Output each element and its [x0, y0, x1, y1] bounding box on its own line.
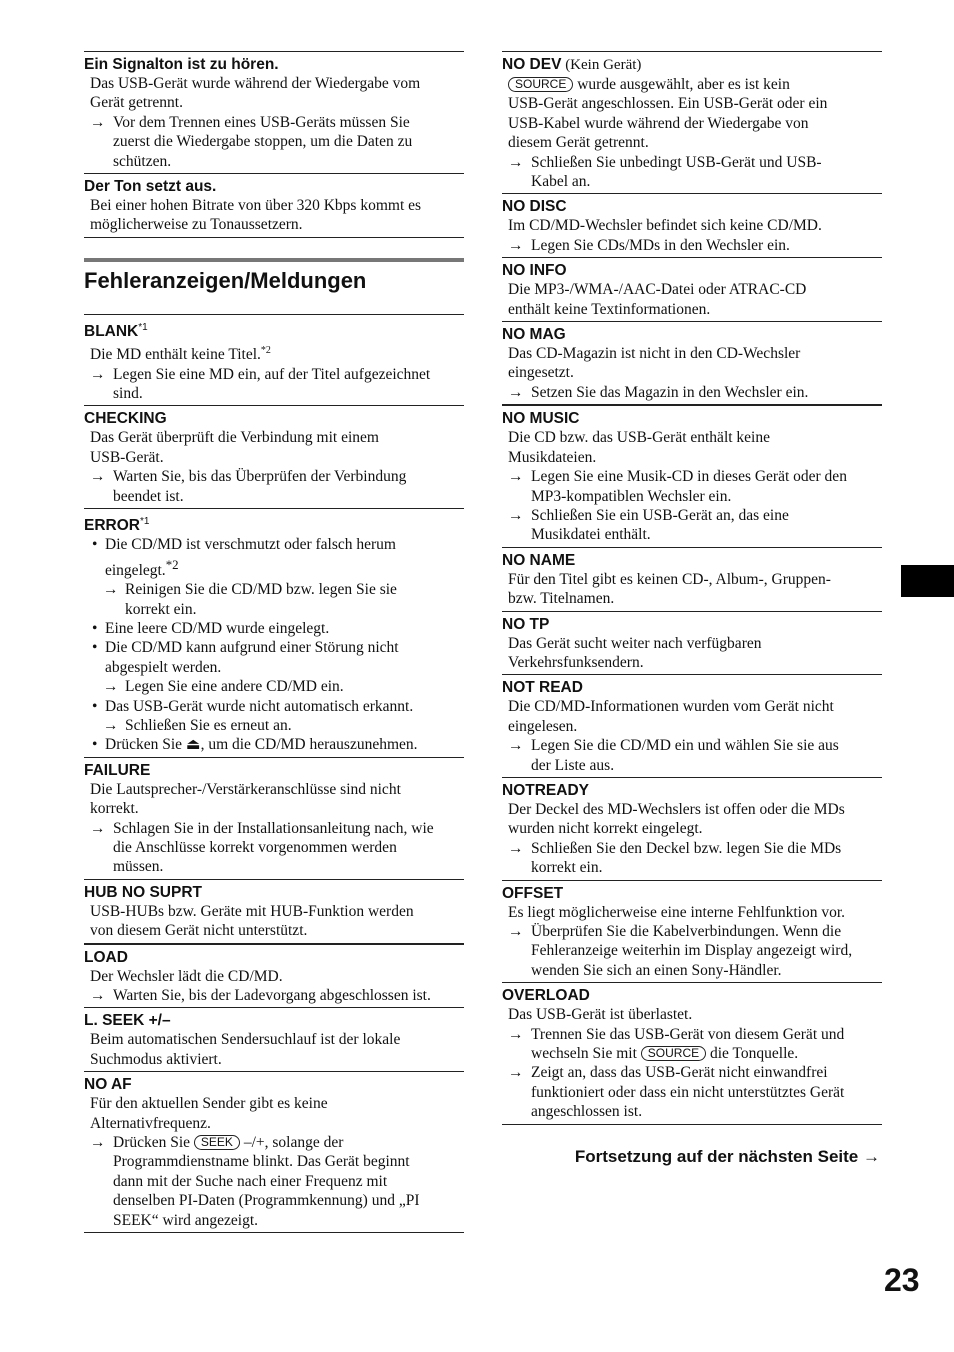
- description-line: [508, 589, 882, 608]
- page-number: 23: [884, 1262, 920, 1298]
- message-entry: [84, 879, 464, 943]
- description-line: [90, 967, 464, 986]
- description-text: Im CD/MD-Wechsler befindet sich keine CD/MD.: [508, 217, 822, 235]
- description-line: [508, 300, 882, 319]
- section-title: Fehleranzeigen/Meldungen: [84, 258, 464, 314]
- description-line: [90, 799, 464, 818]
- continued-note: [502, 1147, 882, 1167]
- description-text: korrekt.: [90, 800, 139, 818]
- remedy-text-line: [113, 1133, 464, 1152]
- description-text: USB-Gerät.: [90, 448, 164, 466]
- message-code: [84, 948, 464, 967]
- remedy-text-line: Fehleranzeige weiterhin im Display angezeigt wird,: [531, 942, 853, 960]
- remedy-step: [90, 365, 464, 404]
- remedy-text-line: funktioniert oder dass ein nicht unterstütztes Gerät: [531, 1083, 845, 1101]
- message-code: [502, 197, 882, 216]
- remedy-step: [508, 153, 882, 192]
- message-code: [502, 986, 882, 1005]
- bullet-icon: •: [92, 639, 98, 657]
- source-button-label: SOURCE: [641, 1046, 706, 1061]
- message-code-text: NO MAG: [502, 326, 566, 344]
- cause-bullet: [90, 638, 464, 677]
- arrow-icon: →: [103, 678, 119, 696]
- description-text: bzw. Titelnamen.: [508, 590, 615, 608]
- message-code: [84, 512, 464, 535]
- cause-text: Die CD/MD ist verschmutzt oder falsch herum: [105, 536, 396, 554]
- continued-text: Fortsetzung auf der nächsten Seite: [574, 1146, 859, 1166]
- cause-text-line: [105, 658, 464, 677]
- message-code-text: L. SEEK +/–: [84, 1012, 171, 1030]
- remedy-text-line: SEEK“ wird angezeigt.: [113, 1211, 259, 1229]
- message-code: [84, 318, 464, 341]
- message-note: *1: [138, 321, 148, 333]
- remedy-text-line: beendet ist.: [113, 487, 184, 505]
- remedy-step: [508, 467, 882, 506]
- description-text: Die MD enthält keine Titel.: [90, 346, 261, 364]
- message-code-text: NOT READ: [502, 679, 583, 697]
- bullet-icon: •: [92, 619, 98, 637]
- message-code-text: NOTREADY: [502, 781, 589, 799]
- remedy-step: [90, 113, 464, 171]
- message-code: [502, 884, 882, 903]
- remedy-text-line: Schlagen Sie in der Installationsanleitung nach, wie: [113, 819, 434, 837]
- remedy-step: [90, 677, 464, 696]
- message-entry: [84, 314, 464, 406]
- description-line: [508, 280, 882, 299]
- message-code: [502, 615, 882, 634]
- cause-text-line: [105, 535, 464, 554]
- description-text: Suchmodus aktiviert.: [90, 1050, 222, 1068]
- cause-text: abgespielt werden.: [105, 658, 222, 676]
- message-code-text: Ein Signalton ist zu hören.: [84, 56, 279, 73]
- message-code: [502, 781, 882, 800]
- remedy-text-line: korrekt ein.: [125, 600, 197, 618]
- remedy-text-line: Legen Sie eine Musik-CD in dieses Gerät oder den: [531, 468, 847, 486]
- message-entry: [502, 51, 882, 193]
- message-code-text: NO DEV: [502, 56, 562, 73]
- message-code-text: NO NAME: [502, 551, 576, 569]
- description-text: USB-Gerät angeschlossen. Ein USB-Gerät oder ein: [508, 95, 828, 113]
- arrow-icon: →: [90, 365, 106, 383]
- description-line: [90, 902, 464, 921]
- message-entry: [502, 674, 882, 777]
- description-text: eingesetzt.: [508, 364, 574, 382]
- description-text: Das Gerät sucht weiter nach verfügbaren: [508, 634, 762, 652]
- message-code: [84, 55, 464, 74]
- message-code: [84, 409, 464, 428]
- description-line: [508, 75, 882, 94]
- arrow-icon: →: [508, 839, 524, 857]
- remedy-text-line: schützen.: [113, 152, 172, 170]
- remedy-text-line: müssen.: [113, 858, 164, 876]
- description-text: diesem Gerät getrennt.: [508, 134, 649, 152]
- description-line: [508, 903, 882, 922]
- description-line: [90, 1114, 464, 1133]
- remedy-text-line: Legen Sie CDs/MDs in den Wechsler ein.: [531, 236, 790, 254]
- description-text: USB-Kabel wurde während der Wiedergabe von: [508, 114, 809, 132]
- remedy-step: [508, 236, 882, 255]
- remedy-text-line: Legen Sie eine MD ein, auf der Titel aufgezeichnet: [113, 365, 431, 383]
- message-entry: [502, 547, 882, 611]
- remedy-text-line: Musikdatei enthält.: [531, 526, 651, 544]
- error-message-list-right: [502, 51, 882, 1125]
- remedy-text-line: Legen Sie eine andere CD/MD ein.: [125, 678, 344, 696]
- remedy-step: [90, 716, 464, 735]
- message-code-text: ERROR: [84, 517, 140, 535]
- description-text: Verkehrsfunksendern.: [508, 653, 644, 671]
- description-text: Gerät getrennt.: [90, 94, 183, 112]
- remedy-text-line: die Anschlüsse korrekt vorgenommen werden: [113, 839, 397, 856]
- remedy-text-line: korrekt ein.: [531, 859, 603, 877]
- message-code-text: BLANK: [84, 323, 139, 340]
- cause-text: Eine leere CD/MD wurde eingelegt.: [105, 619, 330, 637]
- message-entry: [84, 1071, 464, 1233]
- remedy-text-line: [531, 1044, 882, 1063]
- source-button-label: SOURCE: [508, 77, 573, 92]
- remedy-text-line: wenden Sie sich an einen Sony-Händler.: [531, 961, 782, 979]
- remedy-text-line: sind.: [113, 384, 143, 402]
- message-code: [502, 261, 882, 280]
- seek-button-label: SEEK: [194, 1135, 240, 1150]
- description-text: Musikdateien.: [508, 448, 597, 466]
- arrow-icon: →: [508, 737, 524, 755]
- message-entry: [502, 880, 882, 983]
- remedy-text-line: Schließen Sie den Deckel bzw. legen Sie die MDs: [531, 839, 842, 857]
- arrow-icon: →: [508, 506, 524, 524]
- bullet-icon: •: [92, 697, 98, 715]
- cause-bullet: [90, 619, 464, 638]
- description-text: wurde ausgewählt, aber es ist kein: [573, 76, 790, 93]
- description-text: Es liegt möglicherweise eine interne Fehlfunktion vor.: [508, 903, 846, 921]
- cause-text-line: [105, 555, 464, 581]
- message-entry: [502, 257, 882, 321]
- remedy-text-line: angeschlossen ist.: [531, 1103, 643, 1121]
- description-text: Das USB-Gerät ist überlastet.: [508, 1006, 693, 1024]
- description-line: [508, 114, 882, 133]
- message-code: [84, 1011, 464, 1030]
- remedy-text-line: Zeigt an, dass das USB-Gerät nicht einwandfrei: [531, 1064, 828, 1082]
- message-note: *1: [139, 516, 150, 527]
- remedy-text-line: Kabel an.: [531, 173, 591, 191]
- description-text: Die Lautsprecher-/Verstärkeranschlüsse sind nicht: [90, 780, 401, 798]
- bullet-icon: •: [92, 536, 98, 554]
- arrow-icon: →: [508, 153, 524, 171]
- remedy-text: die Tonquelle.: [706, 1045, 799, 1063]
- description-line: [508, 1005, 882, 1024]
- message-code-text: CHECKING: [84, 410, 167, 428]
- description-line: [508, 216, 882, 235]
- description-line: [508, 697, 882, 716]
- arrow-icon: →: [103, 716, 119, 734]
- message-entry: [84, 943, 464, 1008]
- remedy-text-line: Vor dem Trennen eines USB-Geräts müssen Sie: [113, 113, 410, 131]
- remedy-step: [508, 1025, 882, 1064]
- message-code: [502, 551, 882, 570]
- description-text: Das CD-Magazin ist nicht in den CD-Wechsler: [508, 345, 801, 363]
- section-tab-marker: [901, 565, 954, 597]
- description-text: enthält keine Textinformationen.: [508, 300, 711, 318]
- arrow-icon: →: [90, 1134, 106, 1152]
- description-line: [90, 215, 464, 234]
- continued-arrow-icon: →: [863, 1146, 880, 1166]
- description-line: [508, 448, 882, 467]
- message-code-text: NO INFO: [502, 262, 567, 280]
- description-text: von diesem Gerät nicht unterstützt.: [90, 922, 308, 940]
- remedy-text: Drücken Sie: [113, 1134, 194, 1152]
- message-code: [84, 761, 464, 780]
- message-code: [84, 1075, 464, 1094]
- arrow-icon: →: [508, 1025, 524, 1043]
- cause-bullet: [90, 735, 464, 754]
- remedy-step: [508, 736, 882, 775]
- description-text: USB-HUBs bzw. Geräte mit HUB-Funktion werden: [90, 902, 414, 920]
- remedy-text-line: MP3-kompatiblen Wechsler ein.: [531, 487, 732, 505]
- remedy-text-line: der Liste aus.: [531, 756, 615, 774]
- message-code-text: FAILURE: [84, 761, 151, 779]
- error-message-list-left: [84, 314, 464, 1233]
- remedy-text-line: Setzen Sie das Magazin in den Wechsler ein.: [531, 383, 809, 401]
- remedy-step: [90, 819, 464, 877]
- message-entry: [502, 321, 882, 404]
- description-line: [90, 448, 464, 467]
- description-text: wurden nicht korrekt eingelegt.: [508, 820, 703, 838]
- remedy-text-line: zuerst die Wiedergabe stoppen, um die Daten zu: [113, 133, 413, 151]
- message-code: [502, 409, 882, 428]
- arrow-icon: →: [103, 581, 119, 599]
- description-line: [508, 634, 882, 653]
- description-line: [90, 1094, 464, 1113]
- description-text: Der Deckel des MD-Wechslers ist offen oder die MDs: [508, 800, 845, 818]
- description-text: Die CD/MD-Informationen wurden vom Gerät nicht: [508, 698, 834, 716]
- description-text: eingelesen.: [508, 717, 578, 735]
- remedy-text-line: dann mit der Suche nach einer Frequenz mit: [113, 1172, 388, 1190]
- remedy-step: [508, 506, 882, 545]
- cause-text-line: [105, 638, 464, 657]
- description-text: Die MP3-/WMA-/AAC-Datei oder ATRAC-CD: [508, 281, 807, 299]
- remedy-step: [90, 986, 464, 1005]
- remedy-step: [508, 839, 882, 878]
- arrow-icon: →: [90, 819, 106, 837]
- message-code: [502, 55, 882, 75]
- remedy-step: [508, 383, 882, 402]
- remedy-text-line: denselben PI-Daten (Programmkennung) und „PI: [113, 1192, 420, 1210]
- description-text: Beim automatischen Sendersuchlauf ist der lokale: [90, 1031, 401, 1049]
- description-line: [90, 74, 464, 93]
- description-text: Der Wechsler lädt die CD/MD.: [90, 967, 283, 985]
- description-line: [508, 800, 882, 819]
- cause-text: eingelegt.: [105, 561, 166, 579]
- description-line: [90, 341, 464, 365]
- message-entry: [502, 404, 882, 546]
- cause-text: Drücken Sie ⏏, um die CD/MD herauszunehmen.: [105, 736, 418, 754]
- remedy-step: [508, 922, 882, 980]
- message-note: (Kein Gerät): [561, 57, 642, 73]
- description-text: möglicherweise zu Tonaussetzern.: [90, 216, 303, 234]
- description-line: [90, 196, 464, 215]
- arrow-icon: →: [508, 236, 524, 254]
- message-code-text: LOAD: [84, 948, 128, 966]
- message-entry: [502, 777, 882, 880]
- description-line: [508, 428, 882, 447]
- remedy-text-line: Schließen Sie ein USB-Gerät an, das eine: [531, 506, 789, 524]
- description-line: [508, 344, 882, 363]
- description-line: [508, 133, 882, 152]
- bullet-icon: •: [92, 736, 98, 754]
- description-line: [90, 780, 464, 799]
- message-code-text: NO AF: [84, 1076, 132, 1094]
- cause-text: Die CD/MD kann aufgrund einer Störung nicht: [105, 639, 399, 657]
- description-text: Für den aktuellen Sender gibt es keine: [90, 1095, 328, 1113]
- remedy-text-line: Warten Sie, bis der Ladevorgang abgeschlossen ist.: [113, 987, 431, 1005]
- message-entry: [502, 982, 882, 1124]
- footnote-ref: *2: [165, 556, 179, 572]
- arrow-icon: →: [508, 468, 524, 486]
- description-text: Das USB-Gerät wurde während der Wiedergabe vom: [90, 75, 421, 92]
- message-code-text: Der Ton setzt aus.: [84, 178, 217, 196]
- description-text: Die CD bzw. das USB-Gerät enthält keine: [508, 429, 770, 447]
- message-entry: [84, 1007, 464, 1071]
- description-line: [508, 717, 882, 736]
- cause-text-line: [105, 735, 464, 754]
- cause-bullet: [90, 535, 464, 580]
- right-column: [502, 51, 882, 1167]
- message-entry: [84, 405, 464, 508]
- message-code-text: HUB NO SUPRT: [84, 883, 202, 901]
- arrow-icon: →: [90, 468, 106, 486]
- cause-text-line: [105, 697, 464, 716]
- message-entry: [84, 51, 464, 173]
- cause-bullet: [90, 697, 464, 716]
- remedy-step: [90, 1133, 464, 1230]
- message-entry: [84, 757, 464, 879]
- remedy-text-line: Trennen Sie das USB-Gerät von diesem Gerät und: [531, 1025, 845, 1043]
- cause-text-line: [105, 619, 464, 638]
- description-line: [508, 94, 882, 113]
- message-code-text: OFFSET: [502, 884, 564, 902]
- description-line: [90, 93, 464, 112]
- message-code-text: NO DISC: [502, 198, 567, 216]
- arrow-icon: →: [90, 113, 106, 131]
- description-line: [508, 653, 882, 672]
- message-code-text: NO TP: [502, 615, 550, 633]
- remedy-text-line: Schließen Sie es erneut an.: [125, 716, 292, 734]
- message-code: [502, 678, 882, 697]
- footnote-ref: *2: [260, 345, 271, 356]
- remedy-text-line: Überprüfen Sie die Kabelverbindungen. Wenn die: [531, 923, 842, 940]
- message-code-text: OVERLOAD: [502, 987, 590, 1005]
- description-text: Für den Titel gibt es keinen CD-, Album-, Gruppen-: [508, 570, 831, 588]
- description-line: [508, 819, 882, 838]
- message-code: [502, 325, 882, 344]
- remedy-step: [508, 1063, 882, 1121]
- remedy-text: wechseln Sie mit: [531, 1045, 641, 1063]
- remedy-text-line: Legen Sie die CD/MD ein und wählen Sie sie aus: [531, 737, 839, 755]
- description-text: Alternativfrequenz.: [90, 1114, 211, 1132]
- remedy-text-line: Reinigen Sie die CD/MD bzw. legen Sie sie: [125, 581, 397, 599]
- remedy-text: –/+, solange der: [239, 1134, 344, 1152]
- description-line: [508, 363, 882, 382]
- remedy-step: [90, 580, 464, 619]
- remedy-text-line: Warten Sie, bis das Überprüfen der Verbindung: [113, 468, 407, 486]
- left-column: [84, 51, 464, 1233]
- message-entry: [502, 611, 882, 675]
- message-entry: [84, 173, 464, 238]
- description-text: Das Gerät überprüft die Verbindung mit einem: [90, 429, 379, 447]
- description-line: [508, 570, 882, 589]
- message-entry: [84, 508, 464, 757]
- troubleshooting-entries: [84, 51, 464, 238]
- description-line: [90, 1030, 464, 1049]
- description-text: Bei einer hohen Bitrate von über 320 Kbps kommt es: [90, 197, 422, 215]
- cause-text: Das USB-Gerät wurde nicht automatisch erkannt.: [105, 697, 414, 715]
- remedy-text-line: Schließen Sie unbedingt USB-Gerät und USB-: [531, 153, 822, 171]
- message-code-text: NO MUSIC: [502, 410, 580, 428]
- description-line: [90, 428, 464, 447]
- description-line: [90, 921, 464, 940]
- description-line: [90, 1050, 464, 1069]
- message-code: [84, 883, 464, 902]
- arrow-icon: →: [508, 1064, 524, 1082]
- message-code: [84, 177, 464, 196]
- arrow-icon: →: [90, 987, 106, 1005]
- remedy-step: [90, 467, 464, 506]
- message-entry: [502, 193, 882, 257]
- arrow-icon: →: [508, 923, 524, 940]
- arrow-icon: →: [508, 383, 524, 401]
- remedy-text-line: Programmdienstname blinkt. Das Gerät beginnt: [113, 1153, 410, 1171]
